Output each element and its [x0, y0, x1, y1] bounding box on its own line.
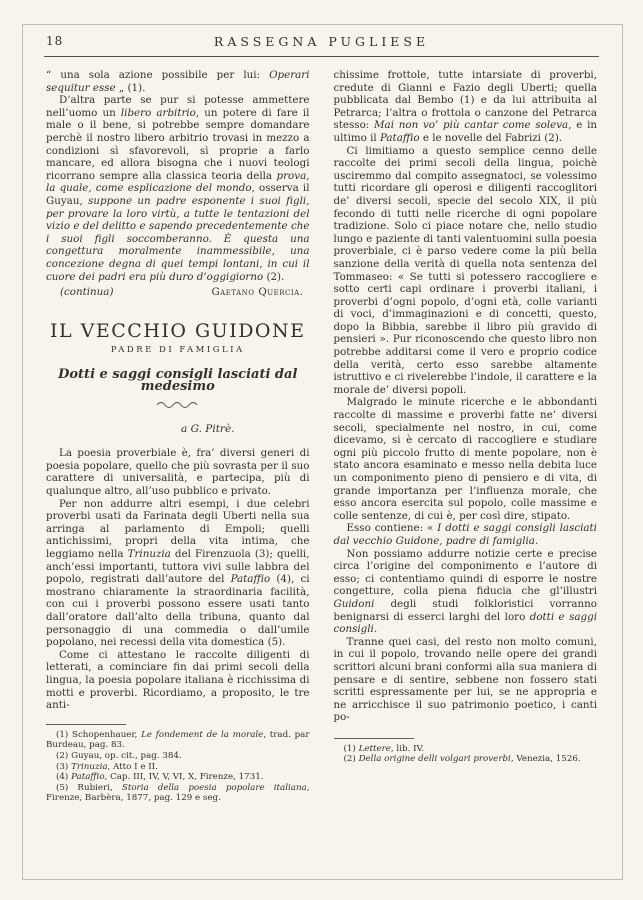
- paragraph: Come ci attestano le raccolte diligenti di letterati, a cominciare fin dai primi secoli della lingua, la poesia popolare italiana è ricchissima di motti e proverbi. Ricordiamo, a proposito, le tre anti-: [46, 648, 310, 712]
- paragraph: chissime frottole, tutte intarsiate di proverbi, credute di Gianni e Fazio degli Uberti; quella pubblicata dal Bembo (1) e da lui attribuita al Petrarca; l’altra o frottola o canzone del Petrarca stesso: Mai non vo’ più cantar come soleva, e in ultimo il Pataffio e le novelle del Fabrizi (2).: [333, 69, 597, 144]
- paragraph: D’altra parte se pur si potesse ammettere nell’uomo un libero arbitrio, un potere di fare il male o il bene, si potrebbe sempre domandare perchè il nostro libero arbitrio trovasi in mezzo a condizioni sì sfavorevoli, sì proprie a farlo mancare, ed allora bisogna che i nuovi teologi ricorrano sempre alla classica teoria della prova, la quale, come esplicazione del mondo, osserva il Guyau, suppone un padre esponente i suoi figli, per provare la loro virtù, a tutte le tentazioni del vizio e del delitto e sapendo precedentemente che i suoi figli soccomberanno. È questa una congettura moralmente inammessibile, una concezione degna di quei tempi lontani, in cui il cuore dei padri era più duro d’oggigiorno (2).: [46, 94, 310, 283]
- footnote: (2) Della origine delli volgari proverbi, Venezia, 1526.: [343, 754, 581, 765]
- paragraph: Malgrado le minute ricerche e le abbondanti raccolte di massime e proverbi fatte ne’ diversi secoli, specialmente nel nostro, in cui, come dicevamo, si è cercato di raccogliere e studiare ogni più piccolo frutto di mente popolare, non è stato ancora esaminato e messo nella debita luce un componimento pieno di pensiero e di vita, di grande importanza per l’influenza morale, che esso ancora esercita sul popolo, colle massime e colle sentenze, di cui è, per così dire, stipato.: [333, 396, 597, 522]
- left-footnotes: [46, 724, 310, 804]
- article-title: IL VECCHIO GUIDONE: [49, 319, 306, 342]
- footnote: (1) Schopenhauer, Le fondement de la morale, trad. par Burdeau, pag. 83.: [46, 729, 310, 751]
- page-number: 18: [46, 34, 64, 48]
- left-column: [46, 69, 310, 804]
- footnote: (2) Guyau, op. cit., pag. 384.: [56, 750, 182, 761]
- paragraph: Tranne quei casi, del resto non molto comuni, in cui il popolo, trovando nelle opere dei grandi scrittori alcuni brani conformi alla sua maniera di pensare e di sentire, sebbene non fossero stati scritti espressamente per lui, se ne appropria e ne arricchisce il suo patrimonio poetico, i canti po-: [333, 635, 597, 724]
- dedication: a G. Pitrè.: [181, 422, 235, 435]
- footnote: (5) Rubieri, Storia della poesia popolare italiana, Firenze, Barbèra, 1877, pag. 129 e seg.: [46, 782, 310, 804]
- footnote: (3) Trinuzia, Atto I e II.: [56, 761, 158, 772]
- footnote-separator-rule: [46, 724, 126, 725]
- right-footnotes: [334, 738, 598, 765]
- paragraph: La poesia proverbiale è, fra’ diversi generi di poesia popolare, quello che più sovrasta per il suo carattere di universalità, e partecipa, più di qualunque altro, all’uso pubblico e privato.: [46, 447, 310, 498]
- article-signature-row: [46, 286, 310, 299]
- ornament-squiggle-icon: [46, 400, 310, 413]
- masthead: [44, 32, 599, 57]
- continua-note: (continua): [60, 286, 114, 299]
- article-subtitle: PADRE DI FAMIGLIA: [110, 345, 245, 356]
- paragraph: Non possiamo addurre notizie certe e precise circa l’origine del componimento e l’autore di esso; ci contentiamo quindi di esporre le nostre congetture, colla piena fiducia che gl’illustri Guidoni degli studi folkloristici vorranno benignarsi di esserci larghi del loro dotti e saggi consigli.: [333, 547, 597, 636]
- article-motto: Dotti e saggi consigli lasciati dal medesimo: [58, 366, 298, 395]
- footnote: (1) Lettere, lib. IV.: [343, 743, 425, 754]
- paragraph: Esso contiene: « I dotti e saggi consigli lasciati dal vecchio Guidone, padre di famiglia.: [333, 522, 597, 547]
- article-header: [46, 319, 310, 436]
- two-column-body: [38, 57, 605, 804]
- page-content: [38, 32, 605, 870]
- footnote-separator-rule: [334, 738, 414, 739]
- paragraph: Ci limitiamo a questo semplice cenno delle raccolte dei primi secoli della lingua, poichè usciremmo dal compito assegnatoci, se volessimo tutti ricordare gli operosi e diligenti raccoglitori de’ diversi secoli, specie del secolo XIX, il più fecondo di tutti nelle ricerche di ogni popolare tradizione. Solo ci piace notare che, nello studio lungo e paziente di tanti valentuomini sulla poesia proverbiale, ci è parso vedere come la più bella sanzione della verità di quella nota sentenza del Tommaseo: « Se tutti si potessero raccogliere e sotto certi capi ordinare i proverbi italiani, i proverbi d’ogni popolo, d’ogni età, colle varianti di voci, d’immaginazioni e di concetti, questo, dopo la Bibbia, sarebbe il libro più gravido di pensieri ». Pur riconoscendo che questo libro non potrebbe additarsi come il vero e proprio codice della verità, certo esso sarebbe altamente istruttivo e ci rivelerebbe l’indole, il carattere e la morale de’ diversi popoli.: [333, 144, 597, 396]
- footnote: (4) Pataffio, Cap. III, IV, V, VI, X, Firenze, 1731.: [56, 772, 264, 783]
- journal-title: RASSEGNA PUGLIESE: [213, 34, 430, 49]
- author-signature: Gaetano Quercia.: [211, 286, 304, 299]
- paragraph: “ una sola azione possibile per lui: Operari sequitur esse „ (1).: [46, 69, 310, 94]
- paragraph: Per non addurre altri esempi, i due celebri proverbi usati da Farinata degli Uberti nella sua arringa al parlamento di Empoli; quelli antichissimi, propri della vita intima, che leggiamo nella Trinuzia del Firenzuola (3); quelli, anch’essi importanti, tuttora vivi sulle labbra del popolo, registrati dall’autore del Pataffio (4), ci mostrano chiaramente la straordinaria facilità, con cui i proverbi possono essere usati tanto dall’oratore dall’alto della tribuna, quanto dal personaggio di una commedia o dall’umile popolano, nei recessi della vita domestica (5).: [46, 497, 310, 649]
- right-column: [334, 69, 598, 804]
